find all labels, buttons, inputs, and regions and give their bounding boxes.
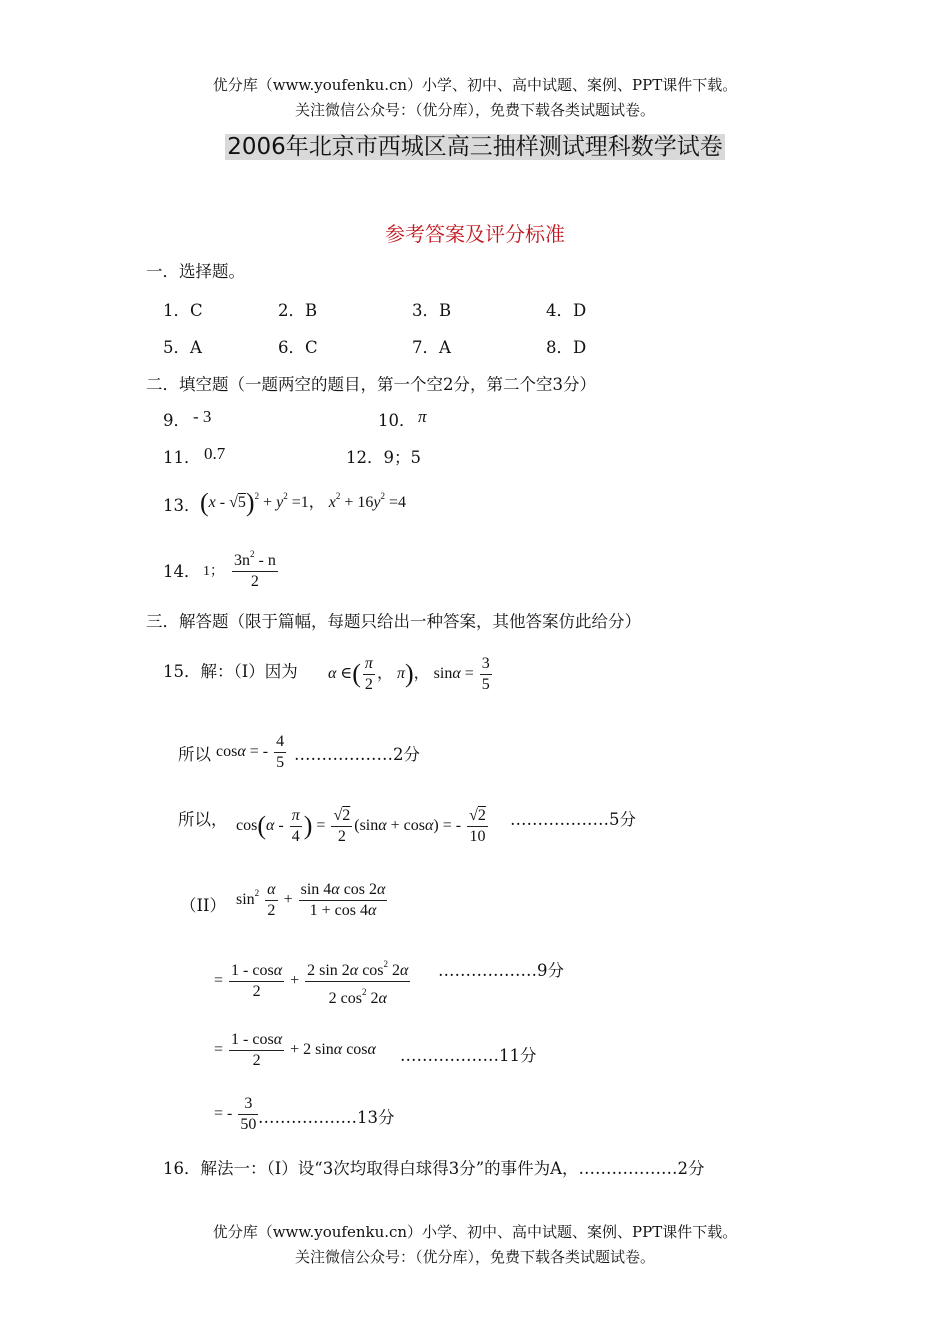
part-2-expression: $\sin^2$ $\frac{\alpha}{2}$ + $\frac{\text{sin 4α cos 2α}}{1 + \cos 4\alpha}$ (236, 881, 386, 919)
answer-8: 8．D (546, 338, 587, 357)
q14-prefix: 1； (203, 564, 224, 579)
step-11-expression: = $\frac{1 - \cos\alpha}{2}$ + 2 sinα cosα (214, 1031, 376, 1069)
answer-2: 2．B (278, 301, 318, 320)
answer-7: 7．A (412, 338, 451, 357)
score-9: ………………9分 (438, 961, 564, 980)
q12-answer: 12．9；5 (346, 448, 421, 467)
q16-line: 16．解法一：（I）设“3次均取得白球得3分”的事件为A，………………2分 (163, 1159, 705, 1178)
cos-diff-eq: cos(α - $\frac{\pi}{4}$ ) = $\frac{√2}{2}$ (sinα + cosα) = - $\frac{√2}{10}$ (236, 807, 486, 845)
q15-given: α ∈( $\frac{\pi}{2}$ ， π)， sinα = $\frac{3}{5}$ (328, 655, 490, 693)
answer-3: 3．B (412, 301, 452, 320)
q10-label: 10． (378, 411, 416, 430)
section-2-heading: 二．填空题（一题两空的题目，第一个空2分，第二个空3分） (146, 375, 596, 394)
q14-label: 14． (163, 562, 201, 581)
q11-label: 11． (163, 448, 201, 467)
score-2: ………………2分 (294, 745, 420, 764)
answer-1: 1．C (163, 301, 203, 320)
so-label-1: 所以 (178, 745, 211, 764)
q15-label: 15．解：（I）因为 (163, 662, 298, 681)
header-line-1: 优分库（www.youfenku.cn）小学、初中、高中试题、案例、PPT课件下载。 (212, 76, 738, 94)
footer-line-2: 关注微信公众号：（优分库），免费下载各类试题试卷。 (294, 1248, 655, 1266)
q13-label: 13． (163, 496, 201, 515)
q9-answer: - 3 (193, 407, 212, 426)
footer-line-1: 优分库（www.youfenku.cn）小学、初中、高中试题、案例、PPT课件下载。 (212, 1223, 738, 1241)
page-title: 2006年北京市西城区高三抽样测试理科数学试卷 (227, 134, 723, 160)
so-label-2: 所以， (178, 810, 228, 829)
score-13: ………………13分 (258, 1108, 395, 1127)
cos-alpha-eq: cosα = - $\frac{4}{5}$ (216, 733, 285, 771)
section-1-heading: 一．选择题。 (146, 262, 245, 281)
answer-5: 5．A (163, 338, 202, 357)
page-subtitle: 参考答案及评分标准 (385, 222, 565, 246)
step-9-expression: = $\frac{1 - \cos\alpha}{2}$ + $\frac{2 \sin 2\alpha \cos^2 2\alpha}{2 \cos^2 2\alpha}$ (214, 954, 412, 1009)
q11-answer: 0.7 (204, 444, 226, 463)
q9-label: 9． (163, 411, 190, 430)
answer-6: 6．C (278, 338, 318, 357)
section-3-heading: 三．解答题（限于篇幅，每题只给出一种答案，其他答案仿此给分） (146, 612, 641, 631)
part-2-label: （II） (180, 896, 227, 915)
header-line-2: 关注微信公众号：（优分库），免费下载各类试题试卷。 (294, 101, 655, 119)
score-5: ………………5分 (510, 810, 636, 829)
step-13-expression: = - $\frac{3}{50}$ (214, 1095, 257, 1133)
score-11: ………………11分 (400, 1046, 537, 1065)
q10-answer: π (418, 407, 427, 426)
q14-fraction: $\frac{3n^2 - n}{2}$ (230, 544, 280, 592)
answer-4: 4．D (546, 301, 587, 320)
q13-equation: $(x - √5)^2 + y^2 =1$， $x^2 + 16y^2 =4$ (200, 488, 407, 517)
